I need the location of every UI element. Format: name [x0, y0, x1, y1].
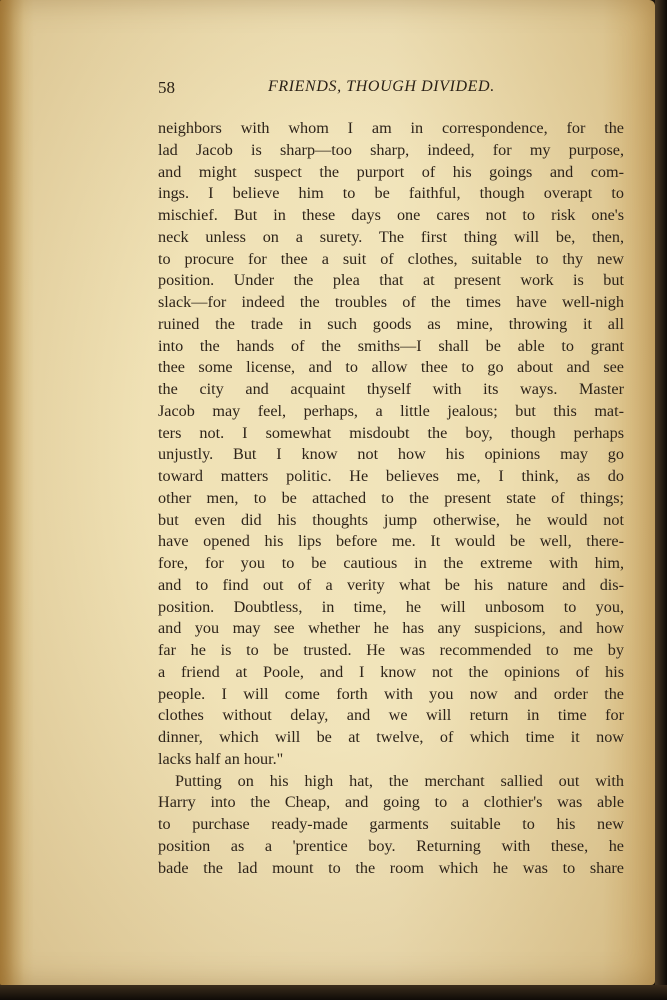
text-line: fore, for you to be cautious in the extreme with him,	[158, 554, 624, 572]
text-line: dinner, which will be at twelve, of which time it now	[158, 728, 624, 746]
text-line: lad Jacob is sharp—too sharp, indeed, for my purpose,	[158, 140, 624, 159]
text-line: other men, to be attached to the present state of things;	[158, 488, 624, 507]
text-line: position. Doubtless, in time, he will unbosom to you,	[158, 597, 624, 616]
paragraph-1	[158, 118, 624, 771]
text-line: position. Under the plea that at present work is but	[158, 271, 624, 290]
text-line: thee some license, and to allow thee to go about and see	[158, 358, 624, 377]
text-line: and might suspect the purport of his goings and com-	[158, 162, 624, 181]
text-line: far he is to be trusted. He was recommended to me by	[158, 641, 624, 659]
paragraph-2	[158, 771, 624, 880]
text-line: and to find out of a verity what be his nature and dis-	[158, 575, 624, 594]
text-line: bade the lad mount to the room which he was to share	[158, 858, 624, 877]
page-number: 58	[158, 78, 175, 97]
text-line: ters not. I somewhat misdoubt the boy, though perhaps	[158, 423, 624, 442]
text-line: Harry into the Cheap, and going to a clothier's was able	[158, 793, 624, 812]
body-text	[158, 118, 624, 879]
book-right-edge	[655, 0, 667, 1000]
text-line: Jacob may feel, perhaps, a little jealous; but this mat-	[158, 401, 624, 420]
text-line: to purchase ready-made garments suitable to his new	[158, 815, 624, 833]
text-line: a friend at Poole, and I know not the opinions of his	[158, 662, 624, 681]
text-line: unjustly. But I know not how his opinions may go	[158, 445, 624, 464]
text-line: ings. I believe him to be faithful, though overapt to	[158, 184, 624, 203]
text-line: position as a 'prentice boy. Returning with these, he	[158, 836, 624, 855]
text-line: Putting on his high hat, the merchant sallied out with	[175, 771, 624, 790]
page-header	[158, 78, 624, 102]
text-line: into the hands of the smiths—I shall be able to grant	[158, 336, 624, 355]
text-line: people. I will come forth with you now and order the	[158, 684, 624, 703]
text-line: toward matters politic. He believes me, I think, as do	[158, 467, 624, 485]
text-line: but even did his thoughts jump otherwise, he would not	[158, 510, 624, 529]
text-line: have opened his lips before me. It would be well, there-	[158, 532, 624, 551]
text-line: clothes without delay, and we will return in time for	[158, 706, 624, 725]
text-line: and you may see whether he has any suspicions, and how	[158, 619, 624, 638]
text-line: lacks half an hour."	[158, 749, 284, 768]
running-head: FRIENDS, THOUGH DIVIDED.	[268, 78, 495, 95]
spine-shadow	[0, 0, 24, 985]
text-line: to procure for thee a suit of clothes, suitable to thy new	[158, 249, 624, 268]
text-line: the city and acquaint thyself with its ways. Master	[158, 380, 624, 398]
text-line: mischief. But in these days one cares not to risk one's	[158, 206, 624, 224]
text-line: slack—for indeed the troubles of the times have well-nigh	[158, 293, 624, 311]
text-line: ruined the trade in such goods as mine, throwing it all	[158, 314, 624, 333]
text-line: neighbors with whom I am in correspondence, for the	[158, 119, 624, 137]
book-bottom-edge	[0, 985, 667, 1000]
text-line: neck unless on a surety. The first thing will be, then,	[158, 227, 624, 246]
